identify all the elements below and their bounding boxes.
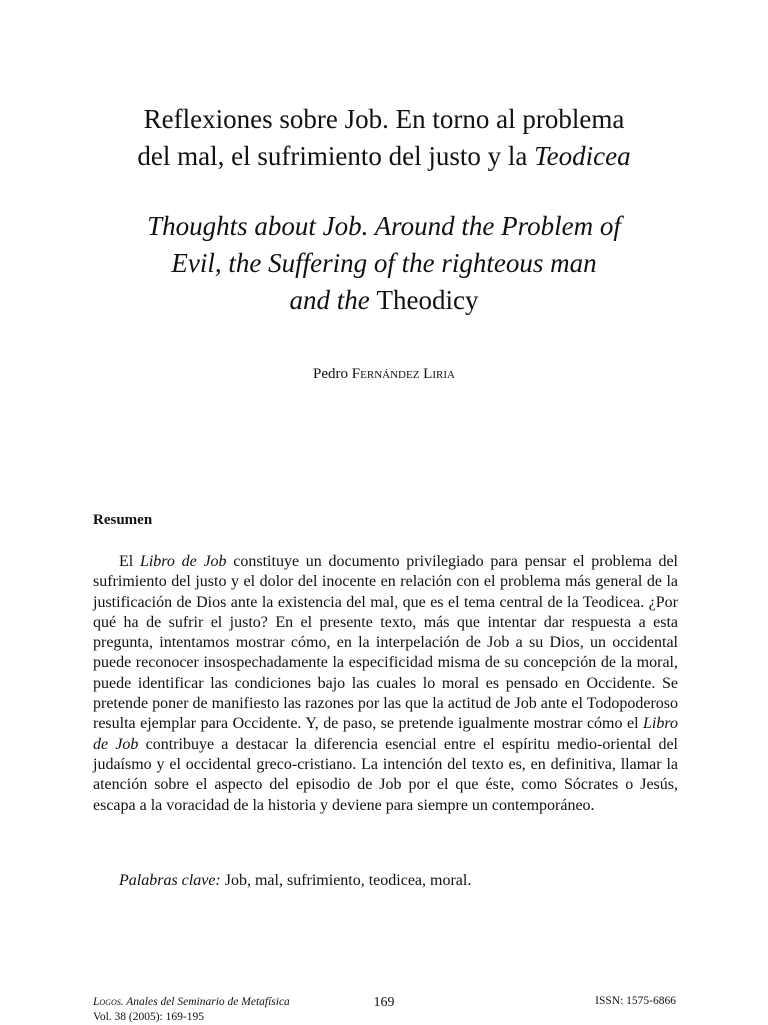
title-english-line-2: Evil, the Suffering of the righteous man xyxy=(171,248,597,278)
title-english xyxy=(0,208,768,319)
footer-volume: Vol. 38 (2005): 169-195 xyxy=(93,1011,204,1023)
keywords-label: Palabras clave: xyxy=(119,872,221,889)
title-english-line-3 xyxy=(0,282,768,319)
abstract-book-title-2: Libro de Job xyxy=(93,715,678,753)
abstract-heading: Resumen xyxy=(93,512,153,528)
abstract-paragraph xyxy=(93,552,678,816)
title-spanish-line-2 xyxy=(0,138,768,175)
title-spanish-line-1: Reflexiones sobre Job. En torno al problema xyxy=(143,104,625,134)
author-name xyxy=(0,366,768,383)
keywords-value: Job, mal, sufrimiento, teodicea, moral. xyxy=(220,872,472,889)
abstract-book-title-1: Libro de Job xyxy=(139,553,227,570)
author-last-name: Fernández Liria xyxy=(351,366,455,382)
abstract-text-2: constituye un documento privilegiado para pensar el problema del sufrimiento del justo y el dolor del inocente en relación con el problema más general de la justificación de Dios ante la existencia del mal, que es el tema central de la Teodicea. ¿Por qué ha de sufrir el justo? En el presente texto, más que intentar dar respuesta a esta pregunta, intentamos mostrar cómo, en la interpelación de Job a su Dios, un occidental puede reconocer insospechadamente la especificidad misma de su concepción de la moral, puede identificar las condiciones bajo las cuales lo moral es pensado en Occidente. Se pretende poner de manifiesto las razones por las que la actitud de Job ante el Todopoderoso resulta ejemplar para Occidente. Y, de paso, se pretende igualmente mostrar cómo el xyxy=(93,553,678,733)
footer-journal-subtitle: . Anales del Seminario de Metafísica xyxy=(120,996,290,1008)
abstract-text-3: contribuye a destacar la diferencia esencial entre el espíritu medio-oriental del judaísmo y el occidental greco-cristiano. La intención del texto es, en definitiva, llamar la atención sobre el aspecto del episodio de Job por el que éste, como Sócrates o Jesús, escapa a la voracidad de la historia y deviene para siempre un contemporáneo. xyxy=(93,735,679,814)
abstract-text-1: El xyxy=(119,553,140,570)
title-spanish-italic-word: Teodicea xyxy=(534,141,631,171)
keywords xyxy=(93,871,678,891)
title-english-line-1: Thoughts about Job. Around the Problem of xyxy=(147,211,621,241)
footer-journal-logos: Logos xyxy=(93,996,121,1008)
title-english-line-3-italic: and the xyxy=(289,285,377,315)
title-english-line-3-roman: Theodicy xyxy=(376,285,479,315)
title-spanish xyxy=(0,101,768,175)
footer-issn: ISSN: 1575-6866 xyxy=(595,995,676,1007)
page-number: 169 xyxy=(373,995,395,1010)
title-spanish-line-2-text: del mal, el sufrimiento del justo y la xyxy=(137,141,535,171)
abstract-body xyxy=(93,552,678,816)
author-first-name: Pedro xyxy=(313,366,352,382)
